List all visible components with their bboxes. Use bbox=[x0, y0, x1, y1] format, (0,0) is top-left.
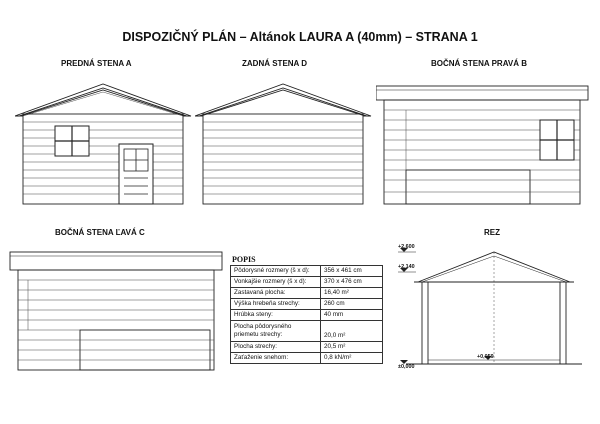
table-row bbox=[231, 310, 383, 321]
left-wall-drawing bbox=[8, 250, 228, 374]
level-ridge: +2,600 bbox=[398, 244, 415, 250]
spec-value: 260 cm bbox=[321, 299, 383, 310]
spec-label: Výška hrebeňa strechy: bbox=[231, 299, 321, 310]
table-row bbox=[231, 353, 383, 364]
level-ground: ±0,000 bbox=[398, 364, 415, 370]
spec-value: 20,0 m² bbox=[321, 321, 383, 342]
front-wall-drawing bbox=[15, 70, 195, 210]
spec-label: Zastavaná plocha: bbox=[231, 288, 321, 299]
popis-heading: POPIS bbox=[232, 255, 256, 264]
table-row bbox=[231, 321, 383, 342]
label-back-wall: ZADNÁ STENA D bbox=[242, 59, 308, 68]
table-row bbox=[231, 342, 383, 353]
spec-label: Vonkajšie rozmery (š x d): bbox=[231, 277, 321, 288]
section-drawing bbox=[396, 240, 600, 374]
table-row bbox=[231, 299, 383, 310]
label-front-wall: PREDNÁ STENA A bbox=[61, 59, 132, 68]
spec-value: 370 x 476 cm bbox=[321, 277, 383, 288]
spec-label: Plocha strechy: bbox=[231, 342, 321, 353]
back-wall-drawing bbox=[195, 70, 375, 210]
label-right-wall: BOČNÁ STENA PRAVÁ B bbox=[431, 59, 528, 68]
table-row bbox=[231, 266, 383, 277]
table-row bbox=[231, 277, 383, 288]
spec-value: 20,5 m² bbox=[321, 342, 383, 353]
page-title: DISPOZIČNÝ PLÁN – Altánok LAURA A (40mm) – STRANA 1 bbox=[122, 30, 478, 44]
spec-label: Plocha pôdorysného priemetu strechy: bbox=[231, 321, 321, 342]
spec-table bbox=[230, 265, 383, 364]
table-row bbox=[231, 288, 383, 299]
label-left-wall: BOČNÁ STENA ĽAVÁ C bbox=[55, 228, 145, 237]
level-floor-top: +0,059 bbox=[477, 354, 494, 360]
spec-value: 0,8 kN/m² bbox=[321, 353, 383, 364]
spec-label: Pôdorysné rozmery (š x d): bbox=[231, 266, 321, 277]
right-wall-drawing bbox=[376, 84, 596, 210]
spec-value: 356 x 461 cm bbox=[321, 266, 383, 277]
spec-value: 16,40 m² bbox=[321, 288, 383, 299]
level-eave: +2,140 bbox=[398, 264, 415, 270]
spec-label: Hrúbka steny: bbox=[231, 310, 321, 321]
spec-label: Zaťaženie snehom: bbox=[231, 353, 321, 364]
label-section: REZ bbox=[484, 228, 500, 237]
spec-value: 40 mm bbox=[321, 310, 383, 321]
